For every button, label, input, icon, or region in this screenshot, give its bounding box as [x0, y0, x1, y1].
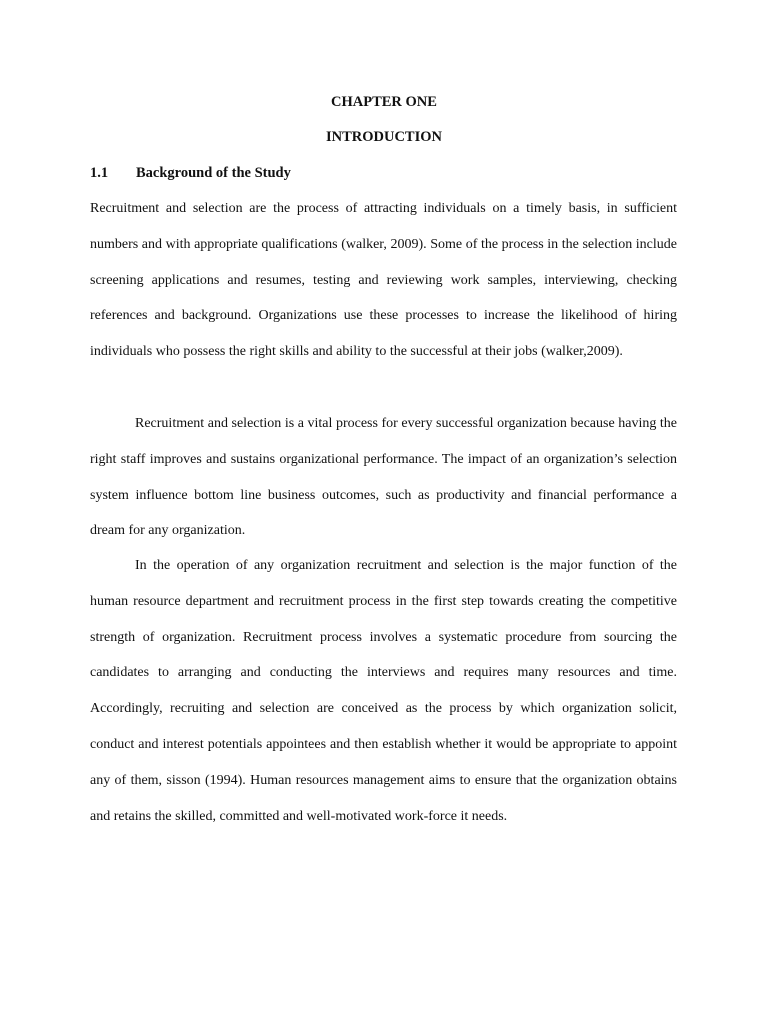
body-paragraph: Recruitment and selection are the process of attracting individuals on a timely basis, in sufficient numbers and with appropriate qualifications (walker, 2009). Some of the process in the selection include screening applications and resumes, testing and reviewing work samples, interviewing, checking references and background. Organizations use these processes to increase the likelihood of hiring individuals who possess the right skills and ability to the successful at their jobs (walker,2009). [90, 201, 677, 360]
chapter-heading: INTRODUCTION [325, 129, 442, 145]
body-paragraph: Recruitment and selection is a vital process for every successful organization because having the right staff improves and sustains organizational performance. The impact of an organization’s selection system influence bottom line business outcomes, such as productivity and financial performance a dream for any organization. [90, 416, 677, 539]
section-heading [90, 165, 291, 182]
section-title: Background of the Study [136, 165, 291, 181]
body-paragraph: In the operation of any organization recruitment and selection is the major function of the human resource department and recruitment process in the first step towards creating the competitive strength of organization. Recruitment process involves a systematic procedure from sourcing the candidates to arranging and conducting the interviews and requires many resources and time. Accordingly, recruiting and selection are conceived as the process by which organization solicit, conduct and interest potentials appointees and then establish whether it would be appropriate to appoint any of them, sisson (1994). Human resources management aims to ensure that the organization obtains and retains the skilled, committed and well-motivated work-force it needs. [90, 558, 677, 824]
section-number: 1.1 [90, 165, 109, 181]
chapter-title: CHAPTER ONE [331, 94, 437, 110]
